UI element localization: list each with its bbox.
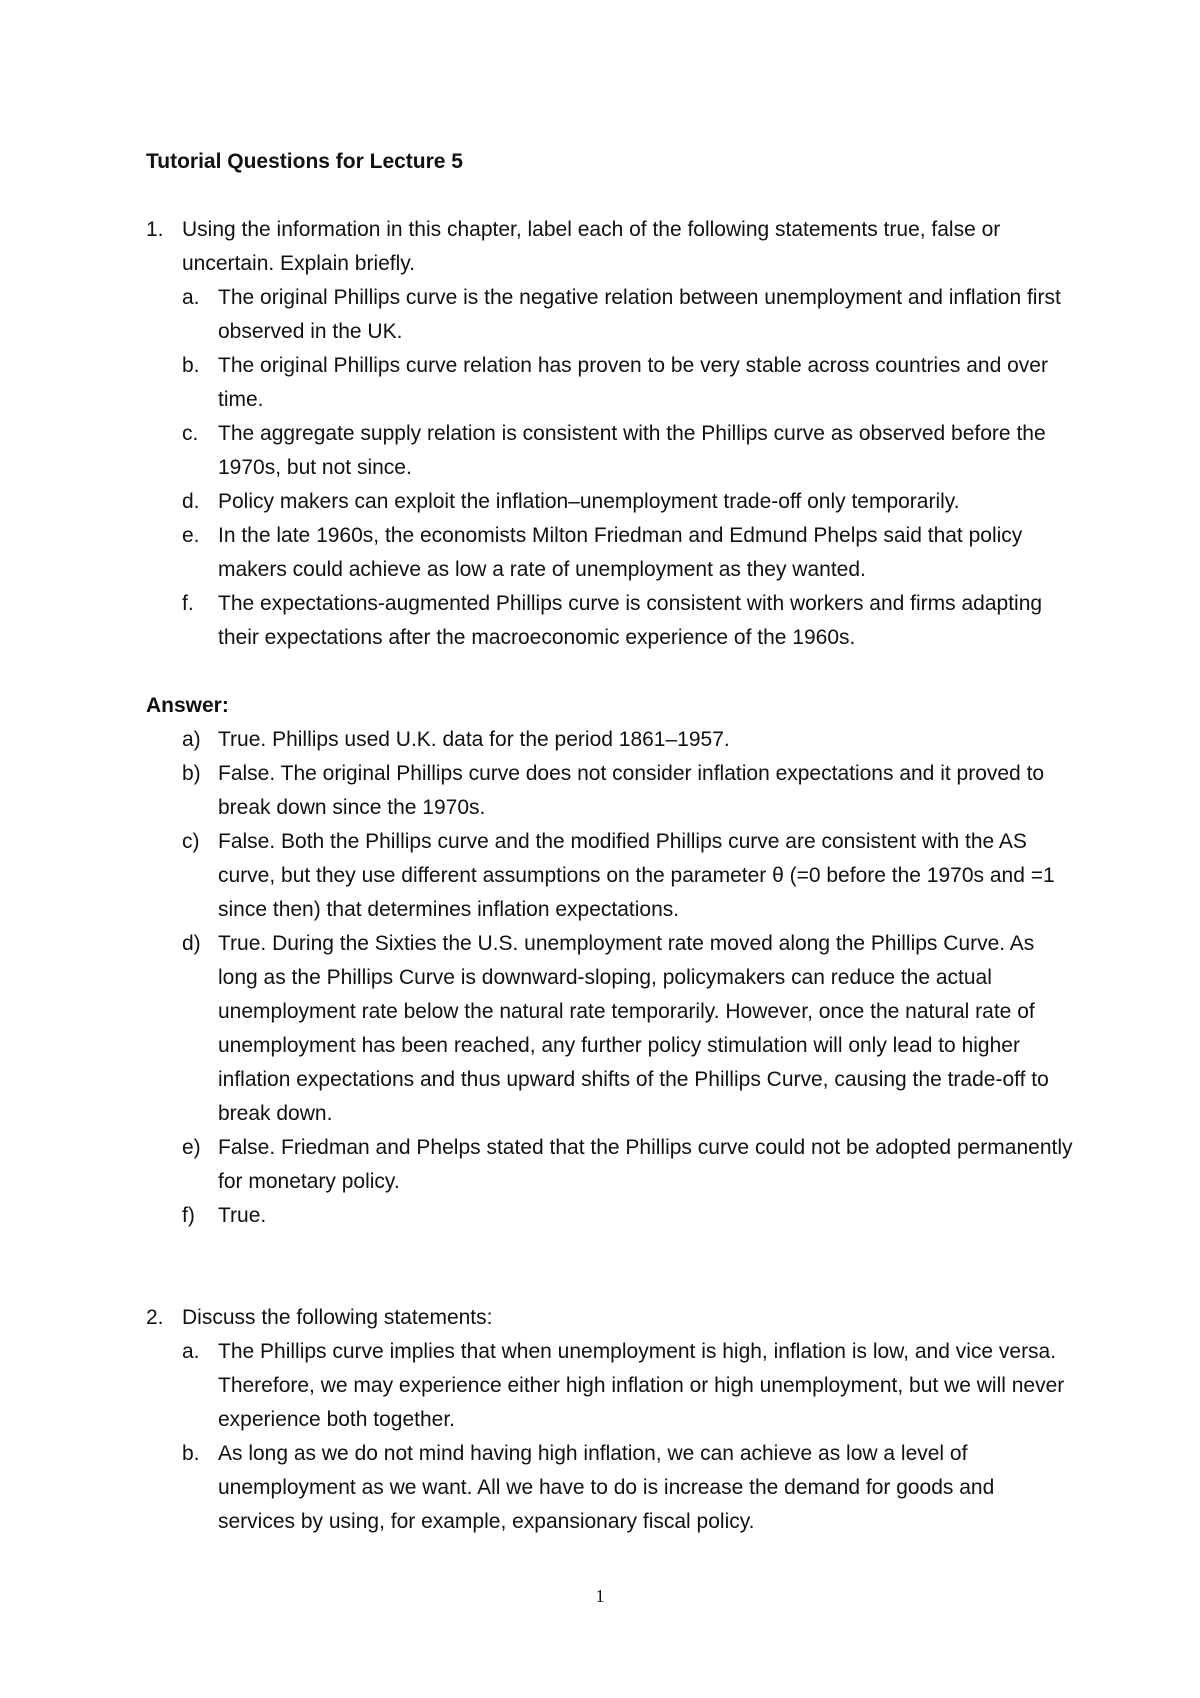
answer-label: c) <box>182 830 200 853</box>
answer-items <box>146 723 1076 1233</box>
list-item <box>146 825 1076 927</box>
answer-label: d) <box>182 932 201 955</box>
list-item <box>146 757 1076 825</box>
spacer <box>146 655 1076 689</box>
question-2-items <box>146 1335 1076 1539</box>
item-text: The expectations-augmented Phillips curve is consistent with workers and firms adapting their expectations after the macroeconomic experience of the 1960s. <box>218 592 1043 649</box>
item-text: The Phillips curve implies that when unemployment is high, inflation is low, and vice versa. Therefore, we may experience either high inflation or high unemployment, but we will never experience both together. <box>218 1340 1065 1431</box>
list-item <box>146 587 1076 655</box>
answer-label: f) <box>182 1204 195 1227</box>
answer-text: True. <box>218 1204 267 1227</box>
list-item <box>146 519 1076 587</box>
question-text: Using the information in this chapter, label each of the following statements true, false or uncertain. Explain briefly. <box>182 218 1001 275</box>
item-label: e. <box>182 524 200 547</box>
item-text: As long as we do not mind having high inflation, we can achieve as low a level of unemployment as we want. All we have to do is increase the demand for goods and services by using, for example, expansionary fiscal policy. <box>218 1442 995 1533</box>
answer-label: e) <box>182 1136 201 1159</box>
spacer <box>146 179 1076 213</box>
question-number: 1. <box>146 218 164 241</box>
item-label: f. <box>182 592 194 615</box>
item-text: The aggregate supply relation is consistent with the Phillips curve as observed before the 1970s, but not since. <box>218 422 1046 479</box>
list-item <box>146 417 1076 485</box>
answer-label: b) <box>182 762 201 785</box>
question-1 <box>146 213 1076 281</box>
item-label: c. <box>182 422 199 445</box>
list-item <box>146 723 1076 757</box>
item-text: The original Phillips curve is the negative relation between unemployment and inflation first observed in the UK. <box>218 286 1061 343</box>
item-label: d. <box>182 490 200 513</box>
item-label: b. <box>182 354 200 377</box>
answer-label: a) <box>182 728 201 751</box>
page-title: Tutorial Questions for Lecture 5 <box>146 150 463 173</box>
list-item <box>146 927 1076 1131</box>
answer-text: True. During the Sixties the U.S. unemployment rate moved along the Phillips Curve. As long as the Phillips Curve is downward-sloping, policymakers can reduce the actual unemployment rate below the natural rate temporarily. However, once the natural rate of unemployment has been reached, any further policy stimulation will only lead to higher inflation expectations and thus upward shifts of the Phillips Curve, causing the trade-off to break down. <box>218 932 1049 1125</box>
item-label: b. <box>182 1442 200 1465</box>
answer-text: False. Friedman and Phelps stated that the Phillips curve could not be adopted permanently for monetary policy. <box>218 1136 1073 1193</box>
list-item <box>146 1199 1076 1233</box>
item-text: Policy makers can exploit the inflation–unemployment trade-off only temporarily. <box>218 490 960 513</box>
question-2 <box>146 1301 1076 1335</box>
question-1-items <box>146 281 1076 655</box>
answer-text: False. The original Phillips curve does not consider inflation expectations and it proved to break down since the 1970s. <box>218 762 1045 819</box>
item-label: a. <box>182 1340 200 1363</box>
list-item <box>146 1335 1076 1437</box>
list-item <box>146 485 1076 519</box>
list-item <box>146 1437 1076 1539</box>
answer-heading: Answer: <box>146 694 229 717</box>
question-number: 2. <box>146 1306 164 1329</box>
item-text: In the late 1960s, the economists Milton Friedman and Edmund Phelps said that policy makers could achieve as low a rate of unemployment as they wanted. <box>218 524 1023 581</box>
answer-text: False. Both the Phillips curve and the modified Phillips curve are consistent with the AS curve, but they use different assumptions on the parameter θ (=0 before the 1970s and =1 since then) that determines inflation expectations. <box>218 830 1055 921</box>
spacer <box>146 1233 1076 1301</box>
item-label: a. <box>182 286 200 309</box>
question-text: Discuss the following statements: <box>182 1306 493 1329</box>
document-body <box>146 145 1076 1539</box>
list-item <box>146 281 1076 349</box>
list-item <box>146 349 1076 417</box>
item-text: The original Phillips curve relation has proven to be very stable across countries and over time. <box>218 354 1048 411</box>
page-number: 1 <box>595 1586 605 1606</box>
answer-text: True. Phillips used U.K. data for the period 1861–1957. <box>218 728 730 751</box>
list-item <box>146 1131 1076 1199</box>
